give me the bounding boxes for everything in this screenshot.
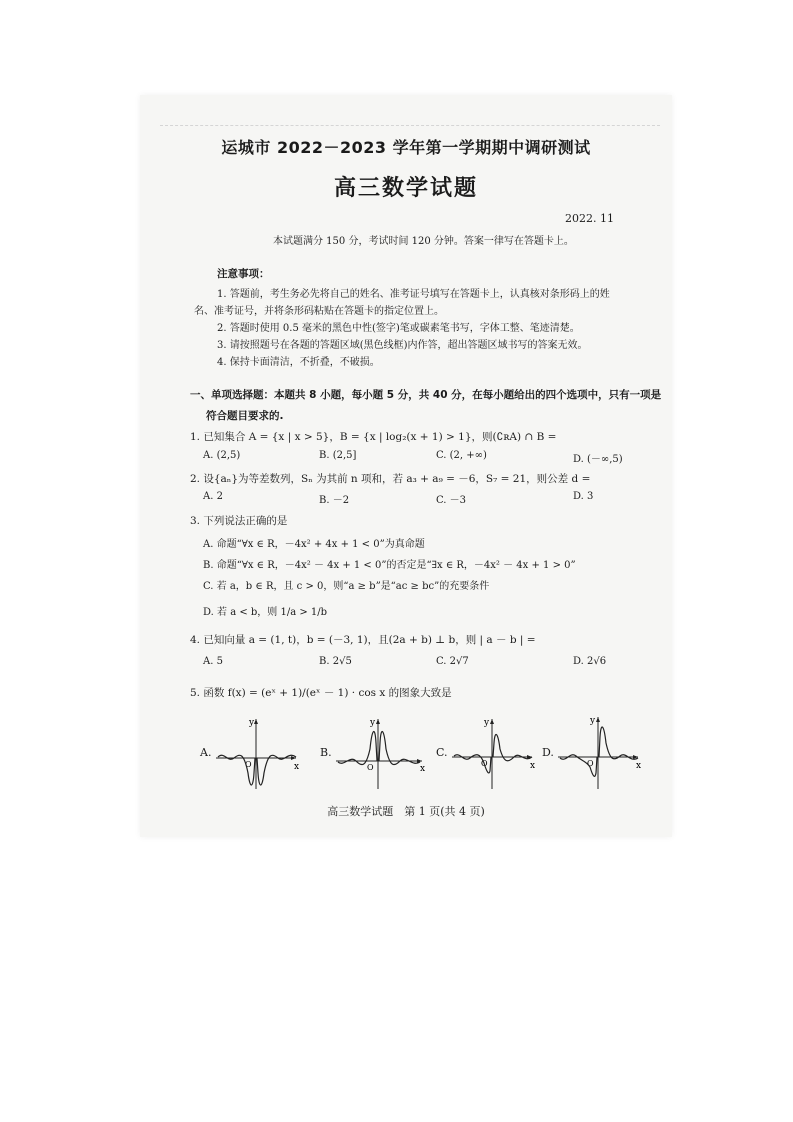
q3-option-c: C. 若 a，b ∈ R，且 c > 0，则“a ≥ b”是“ac ≥ bc”的充要条件	[203, 581, 490, 592]
exam-title: 运城市 2022－2023 学年第一学期期中调研测试	[221, 138, 591, 157]
exam-subtitle: 高三数学试题	[333, 176, 478, 201]
q4-option-c: C. 2√7	[436, 656, 469, 667]
note-item: 1. 答题前，考生务必先将自己的姓名、准考证号填写在答题卡上，认真核对条形码上的姓	[217, 289, 610, 300]
q5-graph-b	[334, 713, 426, 793]
graph-c-x-label: x	[530, 761, 536, 771]
note-item: 3. 请按照题号在各题的答题区域(黑色线框)内作答，超出答题区域书写的答案无效。	[217, 340, 588, 351]
q5-graph-a	[214, 713, 300, 793]
question-2-stem: 2. 设{aₙ}为等差数列，Sₙ 为其前 n 项和，若 a₃ + a₉ = －6，S₇ = 21，则公差 d =	[190, 473, 591, 485]
graph-b-origin-label: O	[367, 763, 374, 772]
graph-b-y-label: y	[370, 718, 376, 728]
scanned-exam-page	[140, 95, 672, 837]
notes-heading: 注意事项：	[217, 268, 270, 280]
graph-d-x-label: x	[636, 761, 642, 771]
question-3-stem: 3. 下列说法正确的是	[190, 515, 288, 527]
q4-option-d: D. 2√6	[573, 656, 607, 667]
q5-graph-d	[556, 713, 642, 793]
q5-option-b-label: B.	[320, 746, 332, 759]
graph-b-x-label: x	[420, 764, 426, 774]
graph-d-y-label: y	[590, 716, 596, 726]
q3-option-a: A. 命题“∀x ∈ R，－4x² + 4x + 1 < 0”为真命题	[203, 539, 425, 550]
q1-option-a: A. (2,5)	[203, 450, 241, 461]
graph-a-x-label: x	[294, 762, 300, 772]
q5-option-a-label: A.	[200, 746, 212, 759]
note-item: 4. 保持卡面清洁，不折叠，不破损。	[217, 357, 380, 368]
question-5-stem: 5. 函数 f(x) = (eˣ + 1)/(eˣ － 1) · cos x 的图象大致是	[190, 687, 452, 699]
section-heading: 一、单项选择题：本题共 8 小题，每小题 5 分，共 40 分，在每小题给出的四个选项中，只有一项是	[190, 389, 662, 401]
section-heading-cont: 符合题目要求的.	[206, 410, 284, 422]
q5-graph-c	[450, 713, 536, 793]
bleed-through-mark	[160, 125, 660, 130]
q4-option-b: B. 2√5	[319, 656, 352, 667]
note-item: 名、准考证号，并将条形码粘贴在答题卡的指定位置上。	[194, 306, 444, 317]
graph-c-y-label: y	[484, 718, 490, 728]
q2-option-b: B. －2	[319, 495, 350, 506]
graph-a-origin-label: O	[245, 760, 252, 769]
graph-a-y-label: y	[249, 718, 255, 728]
q5-option-d-label: D.	[542, 746, 554, 759]
q1-option-b: B. (2,5]	[319, 450, 357, 461]
question-4-stem: 4. 已知向量 a = (1, t)，b = (－3, 1)，且(2a + b) ⊥ b，则 | a － b | =	[190, 634, 536, 646]
q2-option-c: C. －3	[436, 495, 467, 506]
q5-option-c-label: C.	[436, 746, 448, 759]
exam-date: 2022. 11	[565, 212, 614, 225]
page-footer: 高三数学试题 第 1 页(共 4 页)	[327, 805, 485, 818]
question-1-stem: 1. 已知集合 A = {x | x > 5}，B = {x | log₂(x + 1) > 1}，则(∁ʀA) ∩ B =	[190, 431, 557, 443]
note-item: 2. 答题时使用 0.5 毫米的黑色中性(签字)笔或碳素笔书写，字体工整、笔迹清楚。	[217, 323, 580, 334]
exam-intro: 本试题满分 150 分，考试时间 120 分钟。答案一律写在答题卡上。	[273, 236, 574, 247]
q1-option-c: C. (2, +∞)	[436, 450, 487, 461]
q4-option-a: A. 5	[203, 656, 223, 667]
q2-option-d: D. 3	[573, 491, 594, 502]
q1-option-d: D. (－∞,5)	[573, 454, 623, 465]
graph-c-origin-label: O	[481, 759, 488, 768]
graph-d-origin-label: O	[587, 759, 594, 768]
q2-option-a: A. 2	[203, 491, 223, 502]
q3-option-b: B. 命题“∀x ∈ R，－4x² － 4x + 1 < 0”的否定是“∃x ∈ R，－4x² － 4x + 1 > 0”	[203, 560, 576, 571]
q3-option-d: D. 若 a < b，则 1/a > 1/b	[203, 607, 328, 618]
